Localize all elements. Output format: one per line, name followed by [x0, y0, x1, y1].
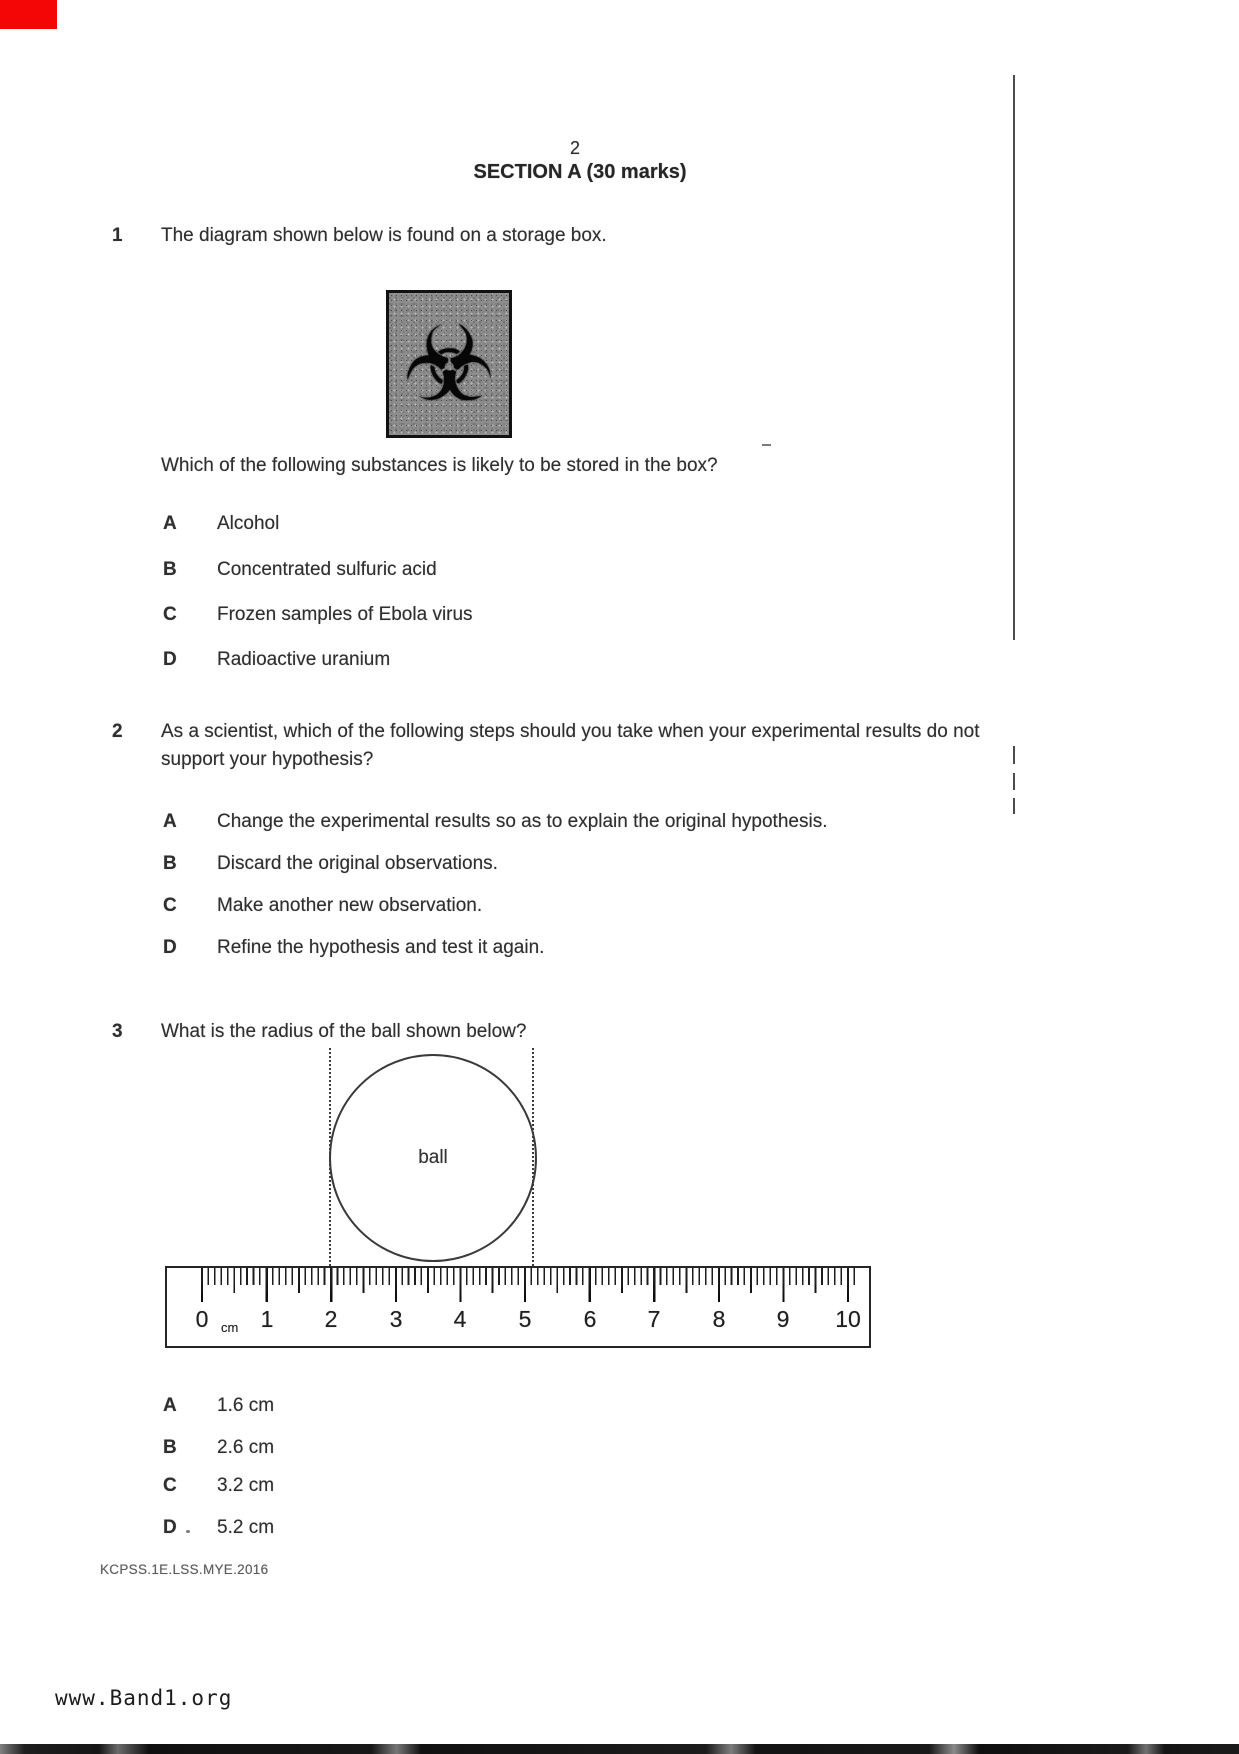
- question-1-prompt: Which of the following substances is likely to be stored in the box?: [161, 455, 718, 476]
- ruler-ticks: [201, 1268, 857, 1304]
- right-scan-dash: [1013, 773, 1015, 790]
- q1-option-a-text: Alcohol: [217, 513, 280, 534]
- q1-option-d-text: Radioactive uranium: [217, 649, 391, 670]
- q3-option-c-letter: C: [163, 1475, 177, 1496]
- ruler-number-8: 8: [712, 1306, 726, 1332]
- right-scan-dash: [1013, 746, 1015, 764]
- ruler: [165, 1266, 871, 1348]
- right-scan-line: [1013, 75, 1015, 640]
- question-3-number: 3: [112, 1021, 123, 1042]
- q2-option-c-letter: C: [163, 895, 177, 916]
- section-title: SECTION A (30 marks): [473, 161, 687, 183]
- question-2-text: As a scientist, which of the following steps should you take when your experimental results do not support your hypothesis?: [161, 721, 980, 770]
- ruler-number-5: 5: [518, 1306, 532, 1332]
- q2-option-b-letter: B: [163, 853, 177, 874]
- q1-option-c-letter: C: [163, 604, 177, 625]
- ruler-unit-label: cm: [221, 1320, 239, 1335]
- biohazard-image: [386, 290, 512, 438]
- q3-option-d-letter: D: [163, 1517, 177, 1538]
- question-2-number: 2: [112, 721, 123, 742]
- ruler-number-0: 0: [195, 1306, 209, 1332]
- q1-option-b-letter: B: [163, 559, 177, 580]
- exam-code: KCPSS.1E.LSS.MYE.2016: [100, 1562, 269, 1577]
- q2-option-a-text: Change the experimental results so as to explain the original hypothesis.: [217, 811, 828, 832]
- q3-option-b-letter: B: [163, 1437, 177, 1458]
- red-corner-mark: [0, 0, 57, 29]
- q2-option-d-text: Refine the hypothesis and test it again.: [217, 937, 545, 958]
- ruler-number-1: 1: [260, 1306, 274, 1332]
- biohazard-icon: ☣: [402, 303, 496, 425]
- question-1-text: The diagram shown below is found on a storage box.: [161, 225, 607, 246]
- question-3-text: What is the radius of the ball shown below?: [161, 1021, 527, 1042]
- ruler-number-6: 6: [583, 1306, 597, 1332]
- ruler-number-7: 7: [647, 1306, 661, 1332]
- page-number: 2: [569, 138, 580, 158]
- q2-option-d-letter: D: [163, 937, 177, 958]
- question-1-number: 1: [112, 225, 123, 246]
- ball-circle: [329, 1054, 537, 1262]
- bottom-scan-bar: [0, 1744, 1239, 1754]
- q1-option-b-text: Concentrated sulfuric acid: [217, 559, 437, 580]
- right-scan-dash: [1013, 798, 1015, 814]
- q3-option-c-text: 3.2 cm: [217, 1475, 275, 1496]
- ruler-number-4: 4: [453, 1306, 467, 1332]
- scan-artifact: [186, 1530, 190, 1533]
- scan-artifact: [762, 444, 771, 446]
- q3-option-a-letter: A: [163, 1395, 177, 1416]
- q1-option-c-text: Frozen samples of Ebola virus: [217, 604, 473, 625]
- ruler-number-10: 10: [835, 1306, 861, 1332]
- q3-option-d-text: 5.2 cm: [217, 1517, 275, 1538]
- q2-option-c-text: Make another new observation.: [217, 895, 483, 916]
- ruler-number-3: 3: [389, 1306, 403, 1332]
- q2-option-b-text: Discard the original observations.: [217, 853, 498, 874]
- q2-option-a-letter: A: [163, 811, 177, 832]
- q1-option-d-letter: D: [163, 649, 177, 670]
- ruler-number-2: 2: [324, 1306, 338, 1332]
- ruler-number-9: 9: [776, 1306, 790, 1332]
- q3-option-a-text: 1.6 cm: [217, 1395, 275, 1416]
- q3-option-b-text: 2.6 cm: [217, 1437, 275, 1458]
- q1-option-a-letter: A: [163, 513, 177, 534]
- ball-label: ball: [418, 1147, 448, 1168]
- watermark-url: www.Band1.org: [55, 1686, 233, 1710]
